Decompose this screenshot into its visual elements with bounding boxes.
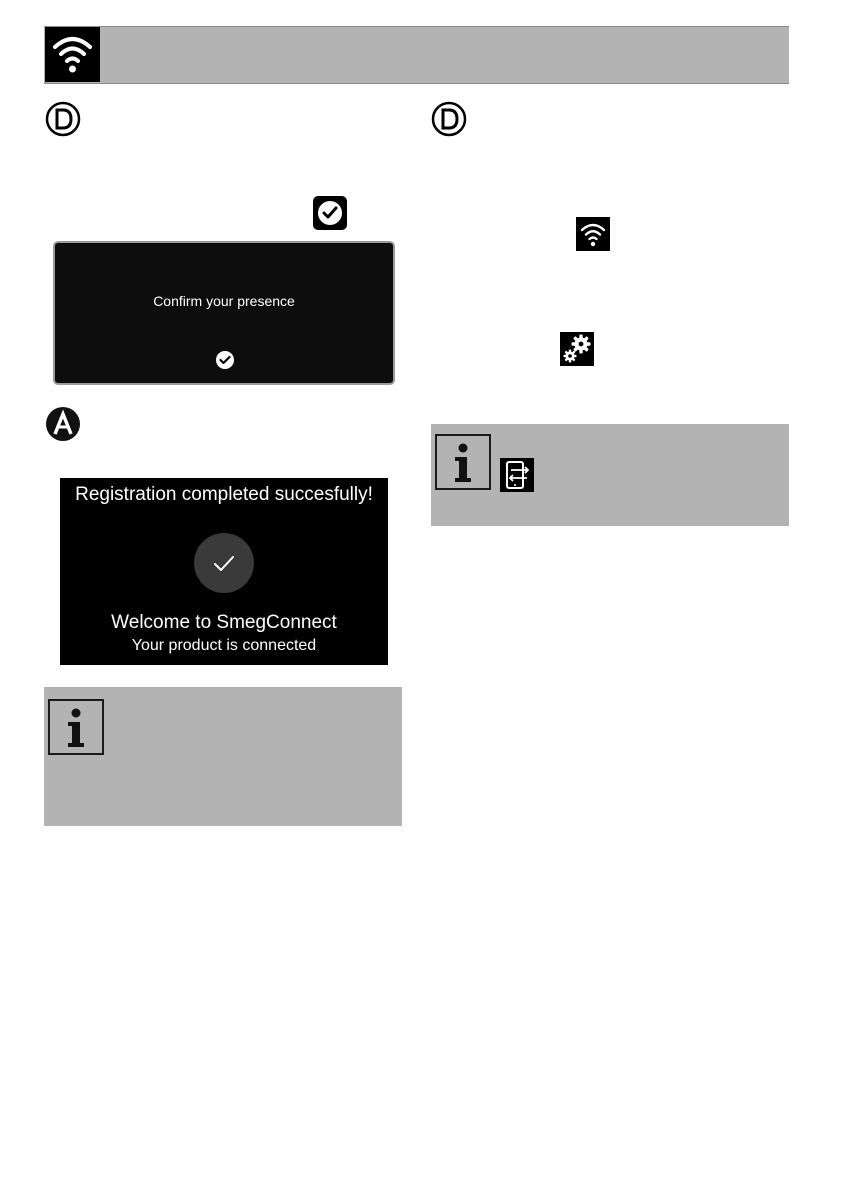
circled-d-icon [45, 101, 81, 137]
info-box-right [431, 424, 789, 526]
check-circle-icon[interactable] [215, 350, 235, 370]
circled-a-icon [45, 406, 81, 442]
confirm-presence-text: Confirm your presence [153, 293, 295, 309]
confirm-presence-screen [53, 241, 395, 385]
info-icon [48, 699, 104, 755]
phone-transfer-icon [500, 458, 534, 492]
registration-screen [60, 478, 388, 665]
info-box-left [44, 687, 402, 826]
info-icon [435, 434, 491, 490]
wifi-icon [45, 27, 100, 82]
header-band [44, 26, 789, 84]
check-icon [194, 533, 254, 593]
gears-icon [560, 332, 594, 366]
welcome-text: Welcome to SmegConnect [111, 612, 337, 633]
checkmark-icon [313, 196, 347, 230]
circled-d-icon [431, 101, 467, 137]
registration-title: Registration completed succesfully! [75, 484, 373, 505]
connected-text: Your product is connected [131, 637, 317, 654]
wifi-icon [576, 217, 610, 251]
